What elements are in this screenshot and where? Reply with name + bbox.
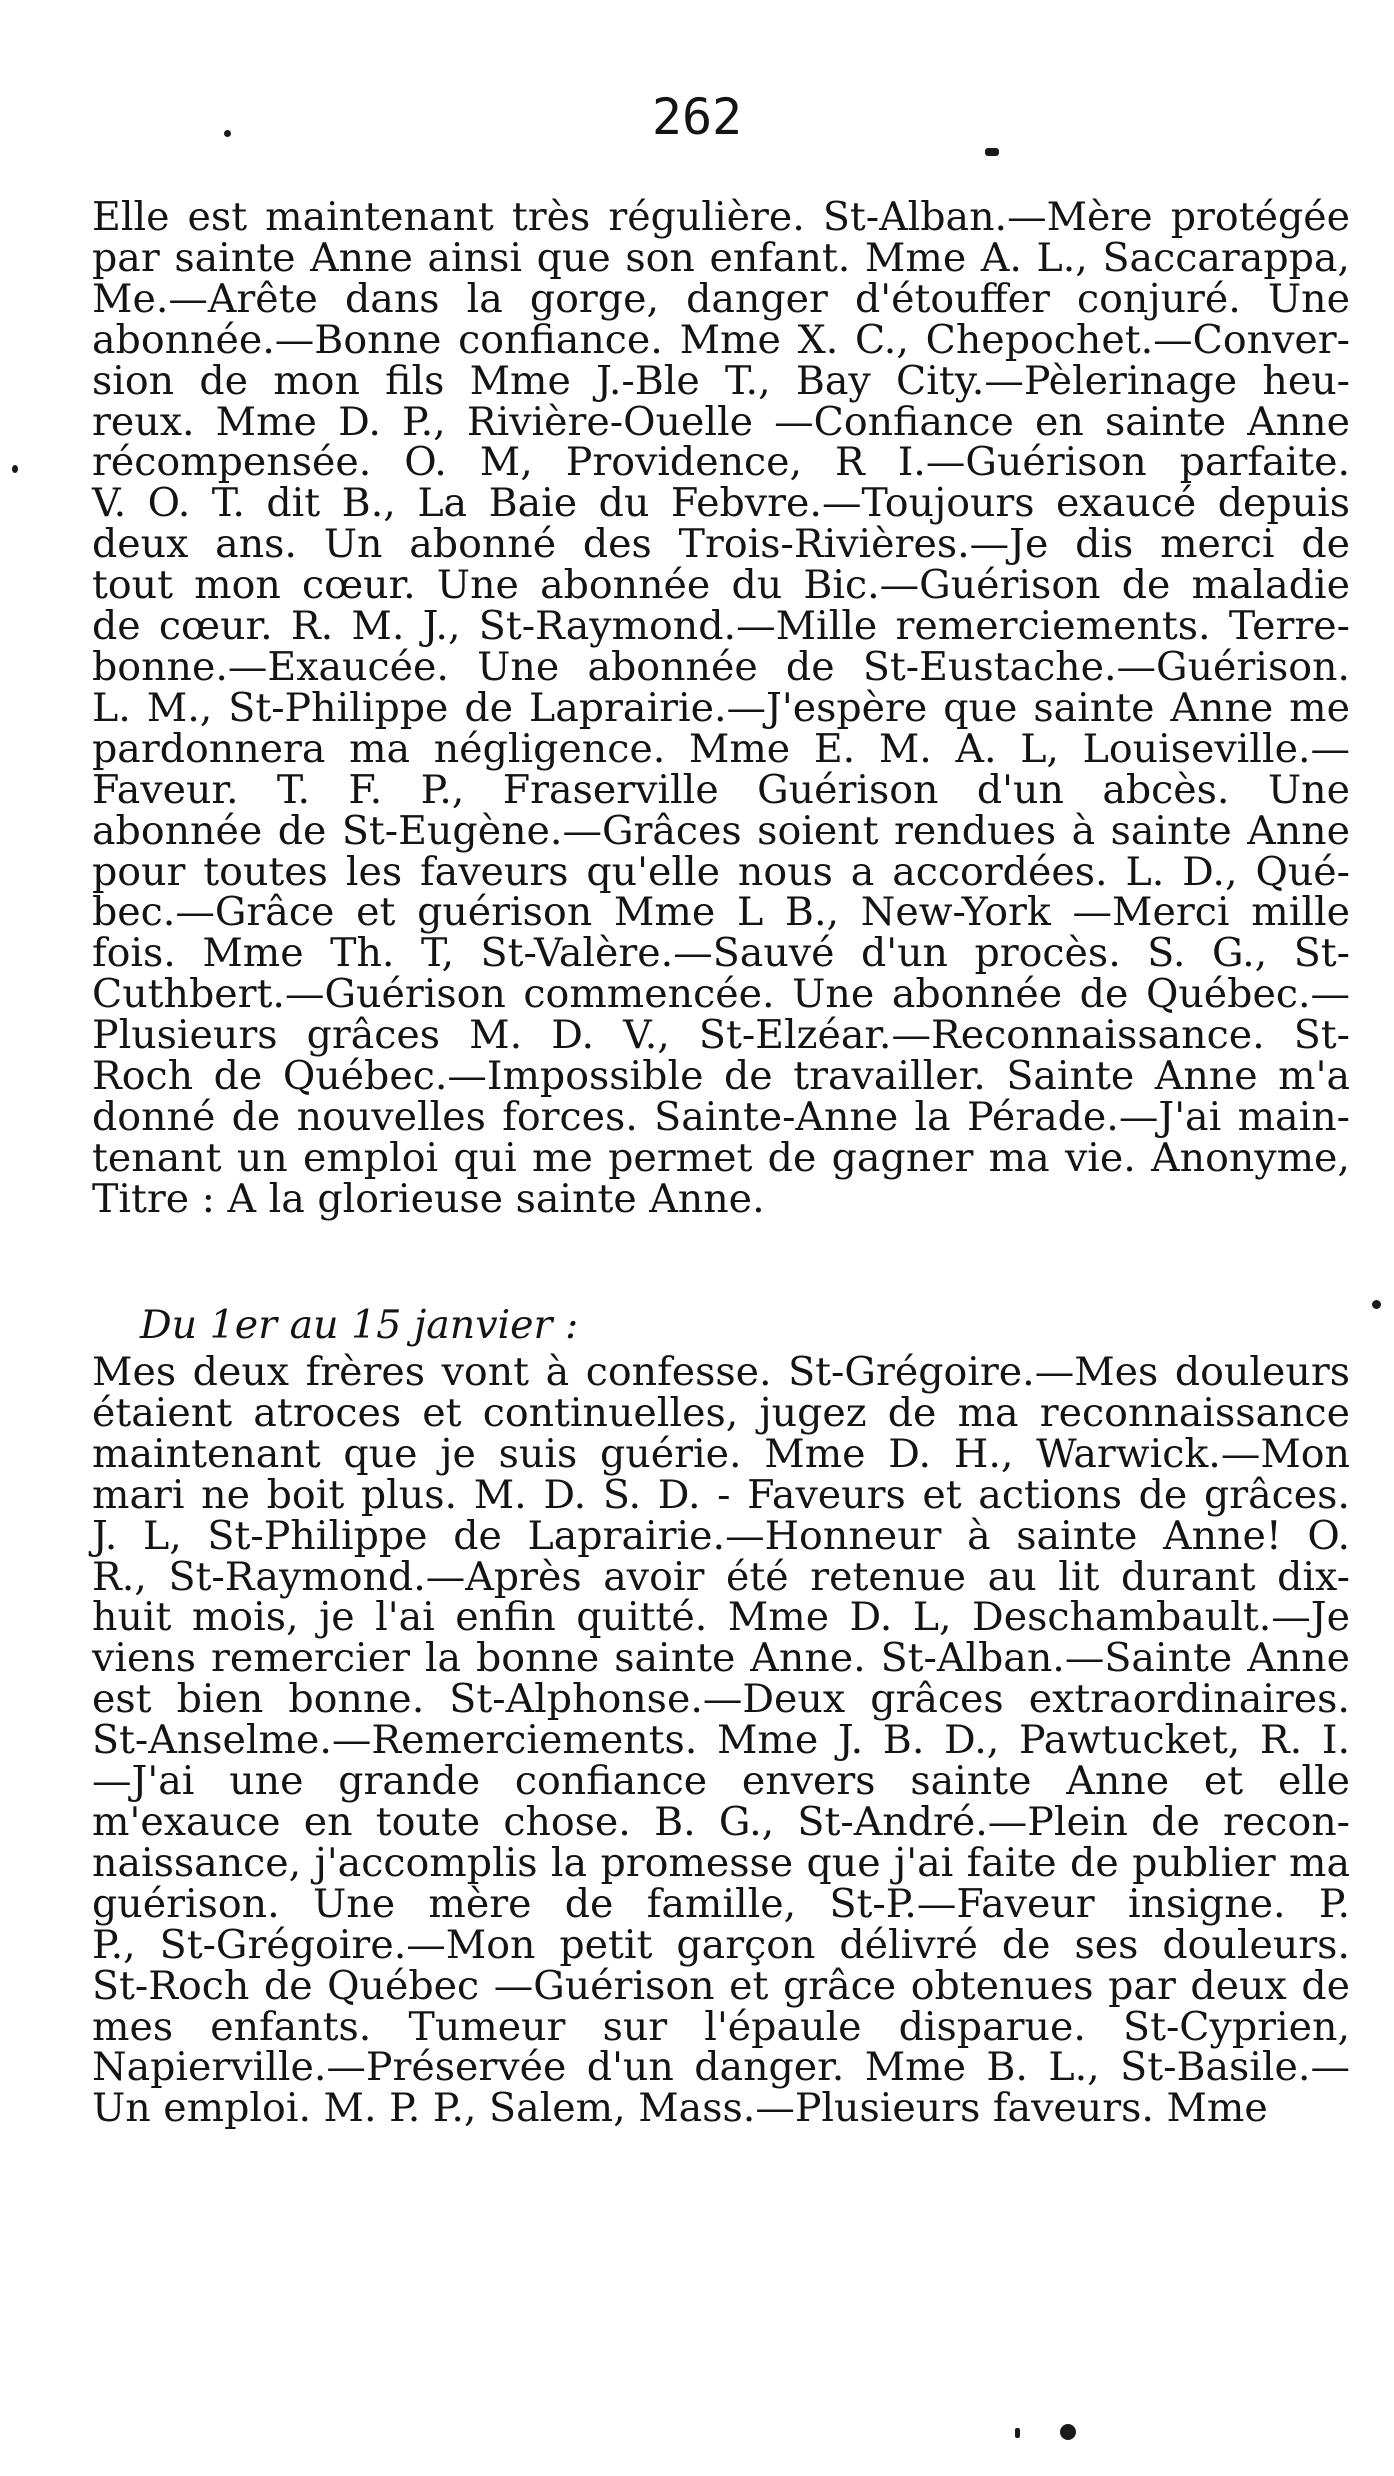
text-line: bonne.—Exaucée. Une abonnée de St-Eustache.—Guérison. bbox=[92, 643, 1350, 690]
text-line: viens remercier la bonne sainte Anne. St-Alban.—Sainte Anne bbox=[92, 1635, 1350, 1682]
text-line: reux. Mme D. P., Rivière-Ouelle —Confiance en sainte Anne bbox=[92, 398, 1350, 445]
text-line: Plusieurs grâces M. D. V., St-Elzéar.—Reconnaissance. St- bbox=[92, 1012, 1350, 1059]
text-line: mes enfants. Tumeur sur l'épaule disparue. St-Cyprien, bbox=[92, 2003, 1350, 2050]
text-line: Un emploi. M. P. P., Salem, Mass.—Plusieurs faveurs. Mme bbox=[92, 2085, 1268, 2132]
text-line: Roch de Québec.—Impossible de travailler. Sainte Anne m'a bbox=[92, 1053, 1350, 1100]
text-line: pour toutes les faveurs qu'elle nous a accordées. L. D., Qué- bbox=[92, 848, 1350, 895]
text-line: mari ne boit plus. M. D. S. D. - Faveurs et actions de grâces. bbox=[92, 1471, 1350, 1518]
text-line: récompensée. O. M, Providence, R I.—Guérison parfaite. bbox=[92, 439, 1350, 486]
text-line: tenant un emploi qui me permet de gagner ma vie. Anonyme, bbox=[92, 1134, 1350, 1181]
text-line: bec.—Grâce et guérison Mme L B., New-York —Merci mille bbox=[92, 889, 1350, 936]
page-number: 262 bbox=[651, 88, 743, 146]
text-line: tout mon cœur. Une abonnée du Bic.—Guérison de maladie bbox=[92, 562, 1350, 609]
text-line: par sainte Anne ainsi que son enfant. Mme A. L., Saccarappa, bbox=[92, 234, 1350, 281]
print-speck bbox=[12, 465, 18, 473]
text-line: Mes deux frères vont à confesse. St-Grégoire.—Mes douleurs bbox=[92, 1349, 1350, 1395]
print-speck bbox=[1015, 2428, 1020, 2438]
text-line: R., St-Raymond.—Après avoir été retenue au lit durant dix- bbox=[92, 1553, 1350, 1600]
body-text-section-1 bbox=[92, 194, 1350, 1222]
print-speck bbox=[224, 130, 231, 137]
text-line: Titre : A la glorieuse sainte Anne. bbox=[92, 1175, 765, 1222]
text-line: —J'ai une grande confiance envers sainte Anne et elle bbox=[92, 1758, 1350, 1805]
text-line: Elle est maintenant très régulière. St-Alban.—Mère protégée bbox=[92, 194, 1350, 240]
text-line: m'exauce en toute chose. B. G., St-André.—Plein de recon- bbox=[92, 1798, 1350, 1845]
print-speck bbox=[1060, 2424, 1076, 2440]
text-line: guérison. Une mère de famille, St-P.—Faveur insigne. P. bbox=[92, 1880, 1350, 1927]
text-line: Cuthbert.—Guérison commencée. Une abonnée de Québec.— bbox=[92, 971, 1350, 1018]
body-text-section-2 bbox=[92, 1349, 1350, 2132]
text-line: J. L, St-Philippe de Laprairie.—Honneur à sainte Anne! O. bbox=[92, 1512, 1350, 1559]
text-line: huit mois, je l'ai enfin quitté. Mme D. L, Deschambault.—Je bbox=[92, 1594, 1350, 1641]
text-line: étaient atroces et continuelles, jugez de ma reconnaissance bbox=[92, 1389, 1350, 1436]
text-line: est bien bonne. St-Alphonse.—Deux grâces extraordinaires. bbox=[92, 1676, 1350, 1723]
text-line: deux ans. Un abonné des Trois-Rivières.—Je dis merci de bbox=[92, 521, 1350, 568]
text-line: abonnée de St-Eugène.—Grâces soient rendues à sainte Anne bbox=[92, 807, 1350, 854]
text-line: naissance, j'accomplis la promesse que j'ai faite de publier ma bbox=[92, 1839, 1350, 1886]
text-line: fois. Mme Th. T, St-Valère.—Sauvé d'un procès. S. G., St- bbox=[92, 930, 1350, 977]
text-line: V. O. T. dit B., La Baie du Febvre.—Toujours exaucé depuis bbox=[92, 480, 1350, 527]
text-line: abonnée.—Bonne confiance. Mme X. C., Chepochet.—Conver- bbox=[92, 316, 1350, 363]
print-speck bbox=[985, 148, 999, 156]
text-line: P., St-Grégoire.—Mon petit garçon délivré de ses douleurs. bbox=[92, 1921, 1350, 1968]
text-line: donné de nouvelles forces. Sainte-Anne la Pérade.—J'ai main- bbox=[92, 1093, 1350, 1140]
text-line: L. M., St-Philippe de Laprairie.—J'espère que sainte Anne me bbox=[92, 684, 1350, 731]
text-line: Napierville.—Préservée d'un danger. Mme B. L., St-Basile.— bbox=[92, 2044, 1350, 2091]
section-heading-date-range: Du 1er au 15 janvier : bbox=[140, 1302, 579, 1348]
text-line: Faveur. T. F. P., Fraserville Guérison d'un abcès. Une bbox=[92, 766, 1350, 813]
text-line: maintenant que je suis guérie. Mme D. H., Warwick.—Mon bbox=[92, 1430, 1350, 1477]
text-line: St-Roch de Québec —Guérison et grâce obtenues par deux de bbox=[92, 1962, 1350, 2009]
text-line: sion de mon fils Mme J.-Ble T., Bay City.—Pèlerinage heu- bbox=[92, 357, 1350, 404]
text-line: Me.—Arête dans la gorge, danger d'étouffer conjuré. Une bbox=[92, 275, 1350, 322]
print-speck bbox=[1372, 1300, 1381, 1309]
text-line: St-Anselme.—Remerciements. Mme J. B. D., Pawtucket, R. I. bbox=[92, 1717, 1350, 1764]
text-line: de cœur. R. M. J., St-Raymond.—Mille remerciements. Terre- bbox=[92, 603, 1350, 650]
text-line: pardonnera ma négligence. Mme E. M. A. L, Louiseville.— bbox=[92, 725, 1350, 772]
